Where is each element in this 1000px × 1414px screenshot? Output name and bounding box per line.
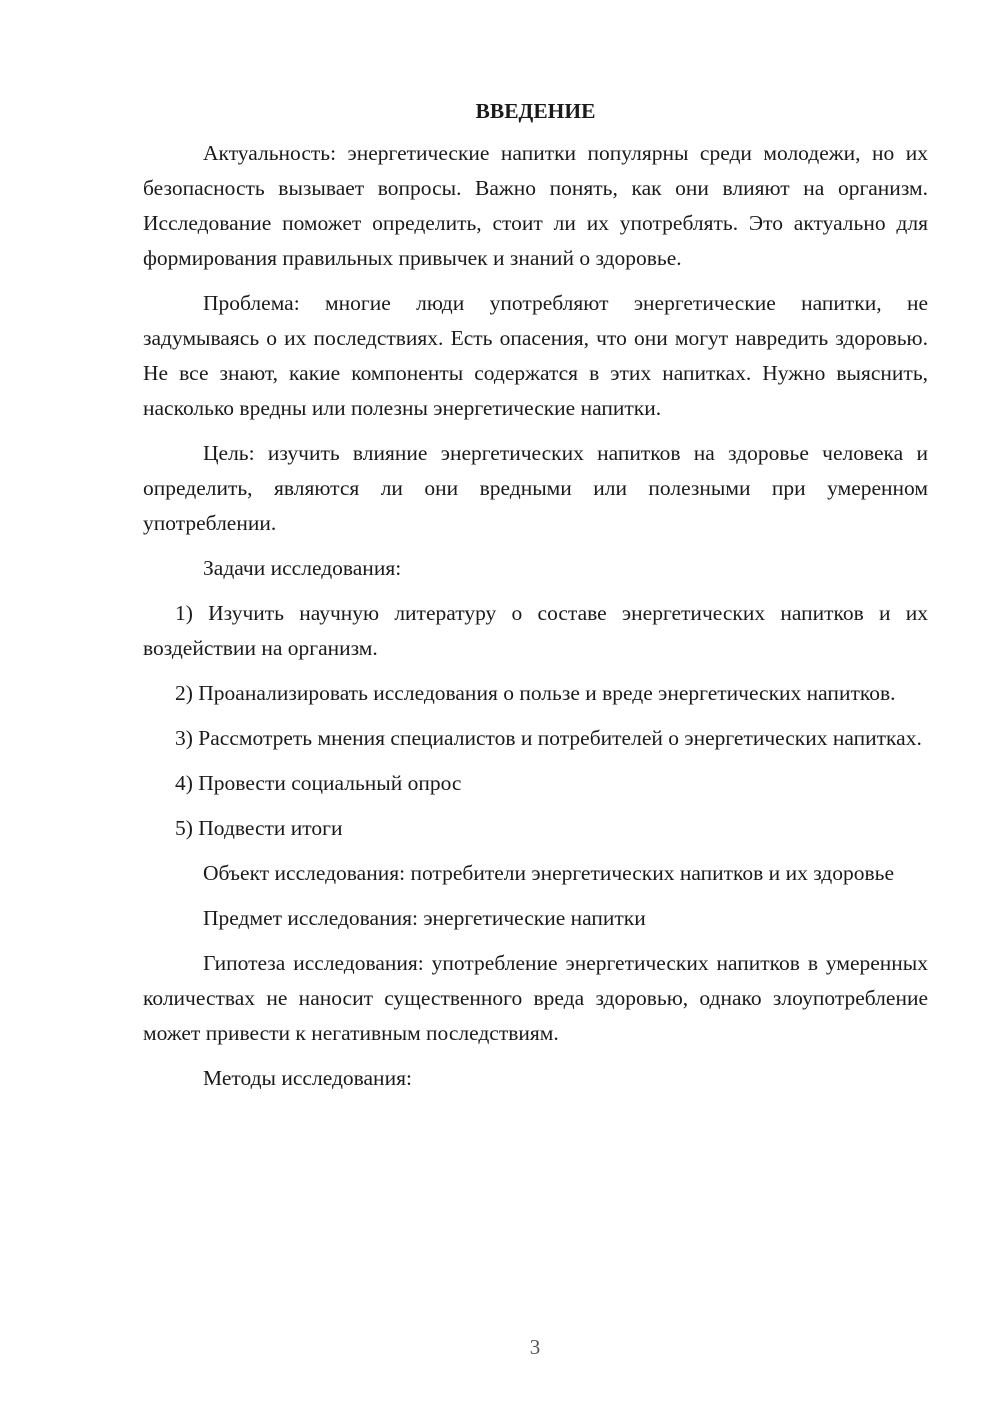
task-item-1: 1) Изучить научную литературу о составе энергетических напитков и их воздействии на организм.: [143, 601, 928, 660]
tasks-heading: Задачи исследования:: [203, 556, 402, 580]
paragraph-object: Объект исследования: потребители энергетических напитков и их здоровье: [203, 861, 894, 885]
methods-heading: Методы исследования:: [203, 1066, 412, 1090]
task-item-5: 5) Подвести итоги: [175, 816, 343, 840]
paragraph-problem: Проблема: многие люди употребляют энергетические напитки, не задумываясь о их последствиях. Есть опасения, что они могут навредить здоровью. Не все знают, какие компоненты содержатся в этих напитках. Нужно выяснить, насколько вредны или полезны энергетические напитки.: [143, 291, 928, 420]
task-item-2: 2) Проанализировать исследования о пользе и вреде энергетических напитков.: [175, 681, 896, 705]
paragraph-subject: Предмет исследования: энергетические напитки: [203, 906, 646, 930]
document-page: [143, 96, 928, 1106]
section-title: ВВЕДЕНИЕ: [475, 99, 596, 123]
task-item-4: 4) Провести социальный опрос: [175, 771, 462, 795]
page-number: 3: [529, 1335, 541, 1359]
task-item-3: 3) Рассмотреть мнения специалистов и потребителей о энергетических напитках.: [175, 726, 922, 750]
paragraph-goal: Цель: изучить влияние энергетических напитков на здоровье человека и определить, являются ли они вредными или полезными при умеренном употреблении.: [143, 441, 928, 535]
paragraph-hypothesis: Гипотеза исследования: употребление энергетических напитков в умеренных количествах не наносит существенного вреда здоровью, однако злоупотребление может привести к негативным последствиям.: [143, 951, 928, 1045]
paragraph-relevance: Актуальность: энергетические напитки популярны среди молодежи, но их безопасность вызывает вопросы. Важно понять, как они влияют на организм. Исследование поможет определить, стоит ли их употреблять. Это актуально для формирования правильных привычек и знаний о здоровье.: [143, 141, 928, 270]
